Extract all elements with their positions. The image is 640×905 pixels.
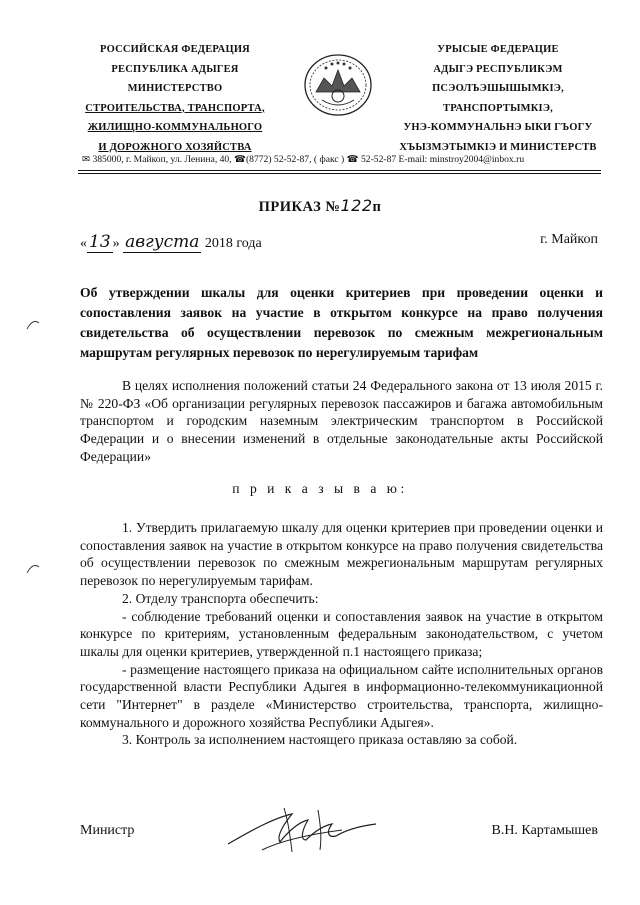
date-month: августа bbox=[125, 232, 200, 252]
contact-line bbox=[82, 154, 602, 165]
order-number: 122 bbox=[340, 196, 373, 215]
order-subitem: - соблюдение требований оценки и сопоставления заявок на участие в открытом конкурсе по критериям, установленным федеральным законодательством, с учетом шкалы для оценки критериев, утвержденной п.1 настоящего приказа; bbox=[80, 608, 603, 659]
order-directive: п р и к а з ы в а ю: bbox=[232, 481, 408, 496]
header-left bbox=[80, 40, 270, 157]
contact-text: 385000, г. Майкоп, ул. Ленина, 40, ☎(8772) 52-52-87, ( факс ) ☎ 52-52-87 E-mail: minstroy2004@inbox.ru bbox=[92, 154, 525, 165]
order-date: « 13 » августа 2018 года bbox=[80, 232, 262, 252]
handwritten-signature bbox=[222, 800, 382, 858]
order-city: г. Майкоп bbox=[540, 232, 598, 247]
signatory-position: Министр bbox=[80, 823, 135, 838]
date-year: 2018 года bbox=[204, 236, 262, 251]
order-heading bbox=[0, 196, 640, 216]
header-left-line: РЕСПУБЛИКА АДЫГЕЯ bbox=[111, 63, 239, 75]
margin-mark-icon bbox=[26, 562, 40, 574]
order-items bbox=[80, 519, 603, 749]
header-left-line: РОССИЙСКАЯ ФЕДЕРАЦИЯ bbox=[100, 44, 250, 55]
header-right-line: ТРАНСПОРТЫМКIЭ, bbox=[443, 102, 553, 114]
header-right-line: ХЪЫЗМЭТЫМКIЭ И МИНИСТЕРСТВ bbox=[399, 141, 597, 153]
order-prefix: ПРИКАЗ № bbox=[258, 199, 341, 215]
document-title: Об утверждении шкалы для оценки критериев при проведении оценки и сопоставления заявок на участие в открытом конкурсе на право получения свидетельства об осуществлении перевозок по смежным межрегиональным маршрутам регулярных перевозок по нерегулируемым тарифам bbox=[80, 285, 603, 360]
order-item: 2. Отделу транспорта обеспечить: bbox=[122, 590, 319, 606]
header-left-line: И ДОРОЖНОГО ХОЗЯЙСТВА bbox=[98, 141, 252, 153]
header-right-line: УНЭ-КОММУНАЛЬНЭ ЫКИ ГЪОГУ bbox=[403, 122, 593, 133]
signatory-name: В.Н. Картамышев bbox=[491, 823, 598, 838]
envelope-icon: ✉ bbox=[82, 154, 91, 165]
header-divider-thin bbox=[78, 173, 601, 174]
preamble: В целях исполнения положений статьи 24 Федерального закона от 13 июля 2015 г. № 220-ФЗ «Об организации регулярных перевозок пассажиров и багажа автомобильным транспортом и городским наземным электрическим транспортом в Российской Федерации и о внесении изменений в отдельные законодательные акты Российской Федерации» bbox=[80, 378, 603, 464]
republic-emblem-icon bbox=[302, 52, 374, 118]
order-subitem: - размещение настоящего приказа на официальном сайте исполнительных органов государственной власти Республики Адыгея в информационно-телекоммуникационной сети "Интернет" в разделе «Министерство строительства, транспорта, жилищно-коммунального и дорожного хозяйства Республики Адыгея». bbox=[80, 661, 603, 730]
order-item: 1. Утвердить прилагаемую шкалу для оценки критериев при проведении оценки и сопоставления заявок на участие в открытом конкурсе на право получения свидетельства об осуществлении перевозок по смежным межрегиональным маршрутам регулярных перевозок по нерегулируемым тарифам. bbox=[80, 520, 603, 589]
header-left-line: ЖИЛИЩНО-КОММУНАЛЬНОГО bbox=[87, 122, 263, 133]
order-suffix: п bbox=[372, 199, 382, 215]
header-right bbox=[398, 40, 598, 157]
date-day: 13 bbox=[89, 232, 111, 252]
header-right-line: УРЫСЫЕ ФЕДЕРАЦИЕ bbox=[437, 44, 559, 55]
order-item: 3. Контроль за исполнением настоящего приказа оставляю за собой. bbox=[122, 732, 518, 748]
header-left-line: СТРОИТЕЛЬСТВА, ТРАНСПОРТА, bbox=[85, 102, 265, 114]
header-divider bbox=[78, 170, 601, 171]
margin-mark-icon bbox=[26, 318, 40, 330]
header-right-line: АДЫГЭ РЕСПУБЛИКЭМ bbox=[433, 63, 563, 75]
header-left-line: МИНИСТЕРСТВО bbox=[127, 83, 223, 94]
header-right-line: ПСЭОЛЪЭШЫШЫМКIЭ, bbox=[432, 83, 564, 94]
